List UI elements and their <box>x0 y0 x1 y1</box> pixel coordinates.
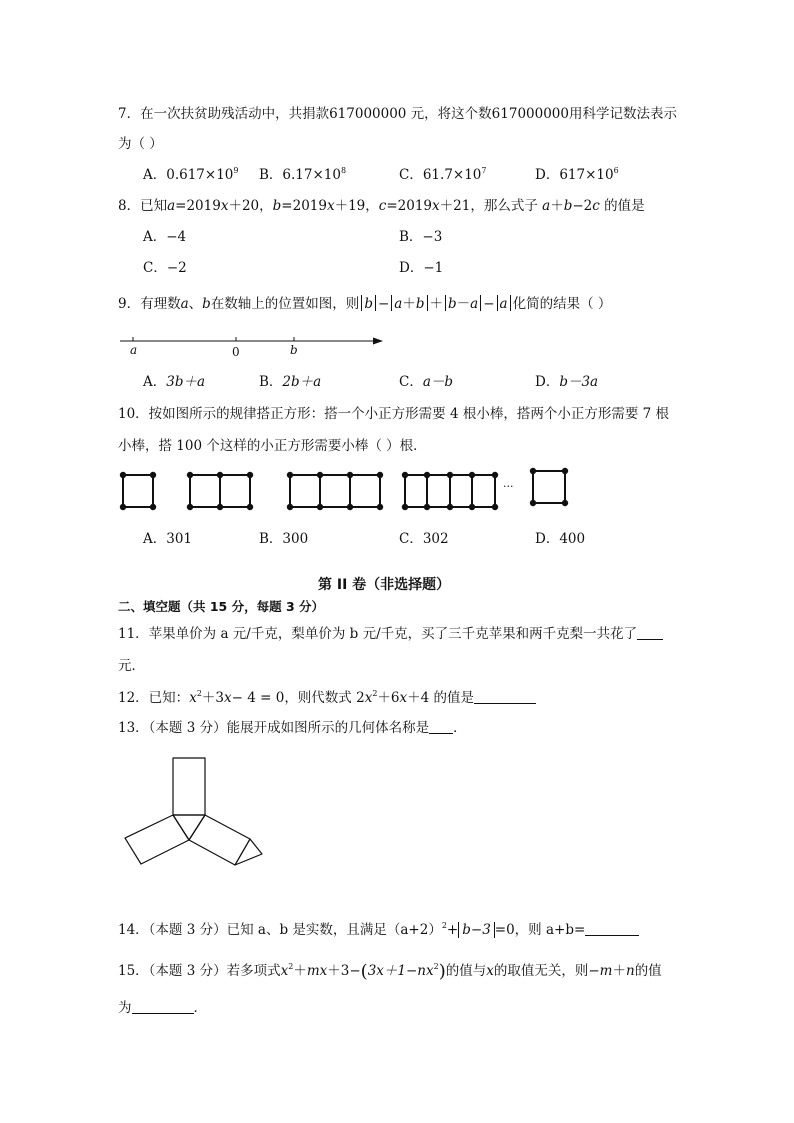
q7-option-c: C．$61.7\times 10^7$ <box>399 166 487 183</box>
q9-stem: 9．有理数a、b在数轴上的位置如图，则 b − a＋b ＋ b－a − a 化简的结果（ ） <box>118 296 612 312</box>
pattern-ellipsis: ··· <box>503 480 514 493</box>
q9-option-c: C．a－b <box>399 374 454 390</box>
q8-option-c: C．−2 <box>143 260 187 276</box>
q8-option-d: D．−1 <box>399 260 444 276</box>
number-line-label-b: b <box>290 343 298 357</box>
q8-option-b: B．−3 <box>399 229 443 245</box>
q7-stem-line1: 7．在一次扶贫助残活动中，共捐款617000000 元，将这个数617000000用科学记数法表示 <box>118 106 677 122</box>
q10-stem-line2: 小棒，搭 100 个这样的小正方形需要小棒（ ）根． <box>118 438 427 454</box>
q10-option-d: D．400 <box>535 531 586 547</box>
q10-option-b: B．300 <box>259 531 309 547</box>
q13-stem: 13．（本题 3 分）能展开成如图所示的几何体名称是 ． <box>118 720 467 736</box>
q15-stem-line1: 15．（本题 3 分）若多项式$x^2+mx+3-(3x+1-nx^2)$的值与x的取值无关，则−m＋n的值 <box>118 961 662 982</box>
q10-option-a: A．301 <box>143 531 193 547</box>
q7-option-b: B．$6.17\times 10^8$ <box>259 166 347 183</box>
q8-stem: 8．已知a=2019x＋20，b=2019x＋19，c=2019x＋21，那么式子 a＋b−2c 的值是 <box>118 198 645 214</box>
q10-stem-line1: 10．按如图所示的规律搭正方形：搭一个小正方形需要 4 根小棒，搭两个小正方形需要 7 根 <box>118 406 670 422</box>
q11-stem-line1: 11．苹果单价为 a 元/千克，梨单价为 b 元/千克，买了三千克苹果和两千克梨一共花了 <box>118 624 663 644</box>
number-line-label-zero: 0 <box>232 345 240 359</box>
number-line-label-a: a <box>130 343 138 357</box>
q7-option-d: D．$617\times 10^6$ <box>535 166 619 183</box>
q12-stem: 12．已知：$x^2+3x- 4 = 0$，则代数式 $2x^2+6x+4$ 的值是 <box>118 688 536 708</box>
part2-title: 第 II 卷（非选择题） <box>318 577 451 593</box>
prism-net-figure <box>118 755 278 870</box>
q8-option-a: A．−4 <box>143 229 187 245</box>
q9-option-a: A．3b＋a <box>143 374 206 390</box>
q7-stem-line2: 为（ ） <box>118 136 163 152</box>
q7-option-a: A．$0.617\times 10^9$ <box>143 166 239 183</box>
q14-stem: 14．（本题 3 分）已知 a、b 是实数，且满足$(a+2)^2+ b-3 =0$，则 a+b= <box>118 920 639 940</box>
section-heading-fill-blank: 二、填空题（共 15 分，每题 3 分） <box>118 599 325 614</box>
q15-stem-line2: 为 ． <box>118 1000 207 1016</box>
q10-option-c: C．302 <box>399 531 449 547</box>
q9-option-b: B．2b＋a <box>259 374 322 390</box>
q9-option-d: D．b－3a <box>535 374 599 390</box>
number-line-figure <box>118 330 393 362</box>
q11-stem-line2: 元． <box>118 658 145 674</box>
